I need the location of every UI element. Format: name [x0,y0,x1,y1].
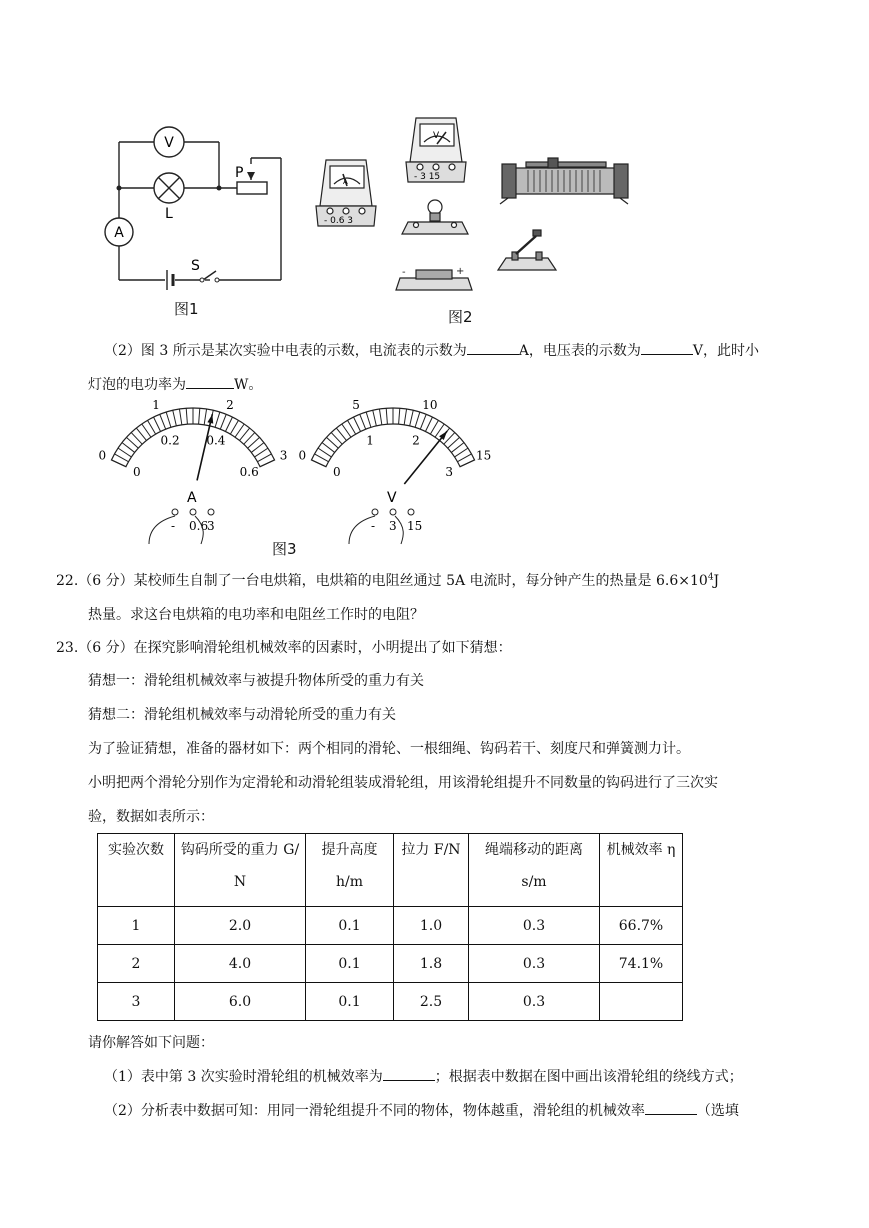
table-cell: 1.8 [394,945,469,983]
table-cell: 66.7% [600,907,683,945]
voltmeter-inner-tick-label: 2 [412,433,420,448]
table-cell: 0.1 [306,945,394,983]
figure-2-label: 图2 [448,308,473,326]
ammeter-symbol [105,218,133,246]
voltmeter-inner-tick-label: 3 [445,464,454,479]
trend-answer-blank[interactable] [645,1100,697,1115]
ammeter-outer-tick-label: 0 [98,448,107,463]
table-cell: 0.3 [469,983,600,1021]
table-cell: 1.0 [394,907,469,945]
ammeter-inner-tick-label: 0.4 [206,433,226,448]
bulb-device [402,200,468,234]
ammeter-inner-tick-label: 0.2 [160,433,180,448]
ammeter-terminal-label: - [171,519,176,533]
ammeter-terminal-label: 0.6 [189,519,209,533]
ammeter-device-letter: A [343,178,348,186]
q22-line1: 22.（6 分）某校师生自制了一台电烘箱，电烘箱的电阻丝通过 5A 电流时，每分钟产生的热量是 $6.6\times 10^4J$ [56,572,720,589]
voltmeter-device-scale: - 3 15 [414,172,441,182]
voltage-answer-blank[interactable] [641,340,693,355]
table-cell[interactable] [600,983,683,1021]
figure-2-instruments [310,112,640,312]
table-cell: 4.0 [175,945,306,983]
voltmeter-inner-tick-label: 1 [366,433,374,448]
table-header-cell: 提升高度 h/m [306,834,394,907]
ammeter-outer-tick-label: 1 [152,400,160,413]
voltmeter-outer-tick-label: 15 [475,448,492,463]
svg-text:V: V [164,135,174,151]
table-header-cell: 绳端移动的距离 s/m [469,834,600,907]
table-cell: 2.0 [175,907,306,945]
svg-text:+: + [456,266,465,277]
q22-line2: 热量。求这台电烘箱的电功率和电阻丝工作时的电阻？ [88,607,424,623]
q23-procedure-line2: 验，数据如表所示： [88,809,214,825]
figure-1-circuit [95,118,295,328]
table-header-cell: 钩码所受的重力 G/ N [175,834,306,907]
rheostat-device [500,158,628,204]
table-cell: 2 [98,945,175,983]
knife-switch-device [498,230,556,270]
voltmeter-outer-tick-label: 0 [298,448,307,463]
efficiency-answer-blank[interactable] [383,1066,435,1081]
ammeter-outer-tick-label: 2 [226,400,234,413]
ammeter-outer-tick-label: 3 [279,448,288,463]
experiment-table [97,833,683,1021]
table-cell: 1 [98,907,175,945]
table-row [98,945,683,983]
figure-1-label: 图1 [174,300,199,318]
voltmeter-letter: V [387,490,397,506]
current-answer-blank[interactable] [467,340,519,355]
table-cell: 0.3 [469,907,600,945]
switch-label: S [191,258,200,274]
power-answer-blank[interactable] [186,374,234,389]
voltmeter-terminal-label: 15 [407,519,423,533]
figure-3-label: 图3 [272,540,297,558]
voltmeter-device-letter: V [433,131,440,141]
voltmeter-symbol [154,127,184,157]
table-cell: 6.0 [175,983,306,1021]
lamp-symbol [154,173,184,222]
table-row [98,907,683,945]
q23-answer-prompt: 请你解答如下问题： [88,1035,214,1051]
ammeter-terminal-label: 3 [207,519,215,533]
voltmeter-terminal-label: 3 [389,519,397,533]
q23-guess2: 猜想二：滑轮组机械效率与动滑轮所受的重力有关 [88,707,396,723]
ammeter-inner-tick-label: 0 [132,464,141,479]
q23-equipment: 为了验证猜想，准备的器材如下：两个相同的滑轮、一根细绳、钩码若干、刻度尺和弹簧测力计。 [88,741,690,757]
svg-text:-: - [402,267,406,278]
table-cell: 0.3 [469,945,600,983]
table-cell: 3 [98,983,175,1021]
figure-3-meters [95,400,495,560]
table-cell: 2.5 [394,983,469,1021]
ammeter-dial [99,400,288,544]
q23-guess1: 猜想一：滑轮组机械效率与被提升物体所受的重力有关 [88,673,424,689]
voltmeter-outer-tick-label: 5 [352,400,360,413]
table-header-cell: 机械效率 η [600,834,683,907]
q21-part2-line2: 灯泡的电功率为 W。 [88,374,262,394]
ammeter-inner-tick-label: 0.6 [239,464,259,479]
table-header-cell: 拉力 F/N [394,834,469,907]
voltmeter-terminal-label: - [371,519,376,533]
q23-intro: 23.（6 分）在探究影响滑轮组机械效率的因素时，小明提出了如下猜想： [56,640,512,656]
table-cell: 74.1% [600,945,683,983]
q21-part2-line1: （2）图 3 所示是某次实验中电表的示数，电流表的示数为 A，电压表的示数为 V，此时小 [104,340,759,360]
voltmeter-needle [404,431,447,484]
voltmeter-dial [299,400,492,544]
ammeter-device-scale: - 0.6 3 [324,216,354,226]
table-header-row [98,834,683,907]
table-cell: 0.1 [306,907,394,945]
slider-label: P [235,165,244,181]
q23-sub1: （1）表中第 3 次实验时滑轮组的机械效率为 ；根据表中数据在图中画出该滑轮组的绕线方式； [104,1066,743,1086]
battery-device [396,266,472,290]
table-row [98,983,683,1021]
table-cell: 0.1 [306,983,394,1021]
voltmeter-inner-tick-label: 0 [332,464,341,479]
q23-procedure-line1: 小明把两个滑轮分别作为定滑轮和动滑轮组装成滑轮组，用该滑轮组提升不同数量的钩码进行了三次实 [88,775,718,791]
svg-text:A: A [114,225,124,241]
table-header-cell: 实验次数 [98,834,175,907]
q23-sub2: （2）分析表中数据可知：用同一滑轮组提升不同的物体，物体越重，滑轮组的机械效率 （选填 [104,1100,739,1120]
svg-text:L: L [165,206,173,222]
ammeter-letter: A [187,490,197,506]
voltmeter-outer-tick-label: 10 [422,400,438,413]
